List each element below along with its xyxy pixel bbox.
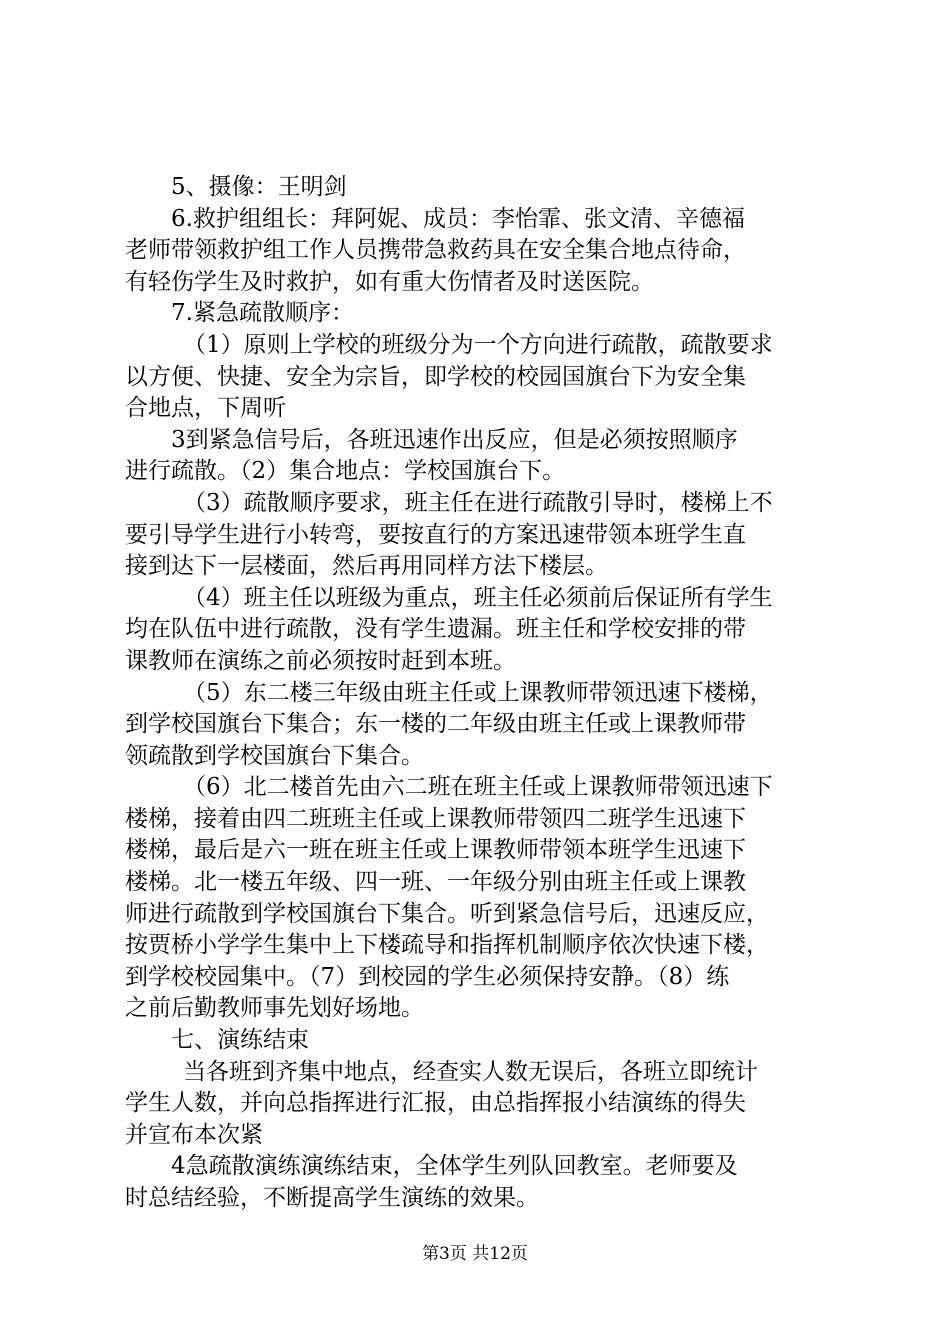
text-line: 进行疏散。（2）集合地点：学校国旗台下。 [125, 458, 566, 485]
text-line: 楼梯，接着由四二班班主任或上课教师带领四二班学生迅速下 [125, 805, 746, 832]
text-line: 3到紧急信号后，各班迅速作出反应，但是必须按照顺序 [171, 426, 738, 453]
text-line: 到学校校园集中。（7）到校园的学生必须保持安静。（8）练 [125, 963, 730, 990]
text-line: 有轻伤学生及时救护，如有重大伤情者及时送医院。 [125, 268, 654, 295]
text-line: 7.紧急疏散顺序： [171, 300, 354, 327]
text-line: 学生人数，并向总指挥进行汇报，由总指挥报小结演练的得失 [125, 1090, 746, 1117]
document-body [125, 172, 837, 1215]
text-line: 楼梯。北一楼五年级、四一班、一年级分别由班主任或上课教 [125, 869, 746, 896]
text-line: 接到达下一层楼面，然后再用同样方法下楼层。 [125, 553, 608, 580]
text-line: 老师带领救护组工作人员携带急救药具在安全集合地点待命， [125, 237, 746, 264]
text-line: （3）疏散顺序要求，班主任在进行疏散引导时，楼梯上不 [183, 489, 773, 516]
text-line: 到学校国旗台下集合；东一楼的二年级由班主任或上课教师带 [125, 711, 746, 738]
text-line: 楼梯，最后是六一班在班主任或上课教师带领本班学生迅速下 [125, 837, 746, 864]
text-line: 当各班到齐集中地点，经查实人数无误后，各班立即统计 [183, 1058, 758, 1085]
text-line: 均在队伍中进行疏散，没有学生遗漏。班主任和学校安排的带 [125, 616, 746, 643]
text-line: （1）原则上学校的班级分为一个方向进行疏散，疏散要求 [183, 331, 773, 358]
text-line: （6）北二楼首先由六二班在班主任或上课教师带领迅速下 [183, 774, 773, 801]
text-line: 按贾桥小学学生集中上下楼疏导和指挥机制顺序依次快速下楼， [125, 932, 769, 959]
text-line: 师进行疏散到学校国旗台下集合。听到紧急信号后，迅速反应， [125, 900, 769, 927]
text-line: 4急疏散演练演练结束，全体学生列队回教室。老师要及 [171, 1153, 738, 1180]
text-line: 5、摄像：王明剑 [171, 174, 347, 200]
text-line: 时总结经验，不断提高学生演练的效果。 [125, 1185, 539, 1211]
text-line: 合地点，下周听 [125, 395, 286, 422]
text-line: 并宣布本次紧 [125, 1121, 263, 1148]
text-line: （5）东二楼三年级由班主任或上课教师带领迅速下楼梯， [183, 679, 773, 706]
text-line: （4）班主任以班级为重点，班主任必须前后保证所有学生 [183, 584, 773, 611]
text-line: 领疏散到学校国旗台下集合。 [125, 742, 424, 769]
text-line: 之前后勤教师事先划好场地。 [125, 995, 424, 1022]
text-line: 要引导学生进行小转弯，要按直行的方案迅速带领本班学生直 [125, 521, 746, 548]
page-footer: 第3页 共12页 [422, 1244, 528, 1264]
text-line: 6.救护组组长：拜阿妮、成员：李怡霏、张文清、辛德福 [171, 205, 745, 232]
text-line: 课教师在演练之前必须按时赶到本班。 [125, 647, 516, 674]
text-line: 七、演练结束 [171, 1027, 309, 1054]
text-line: 以方便、快捷、安全为宗旨，即学校的校园国旗台下为安全集 [125, 363, 746, 390]
